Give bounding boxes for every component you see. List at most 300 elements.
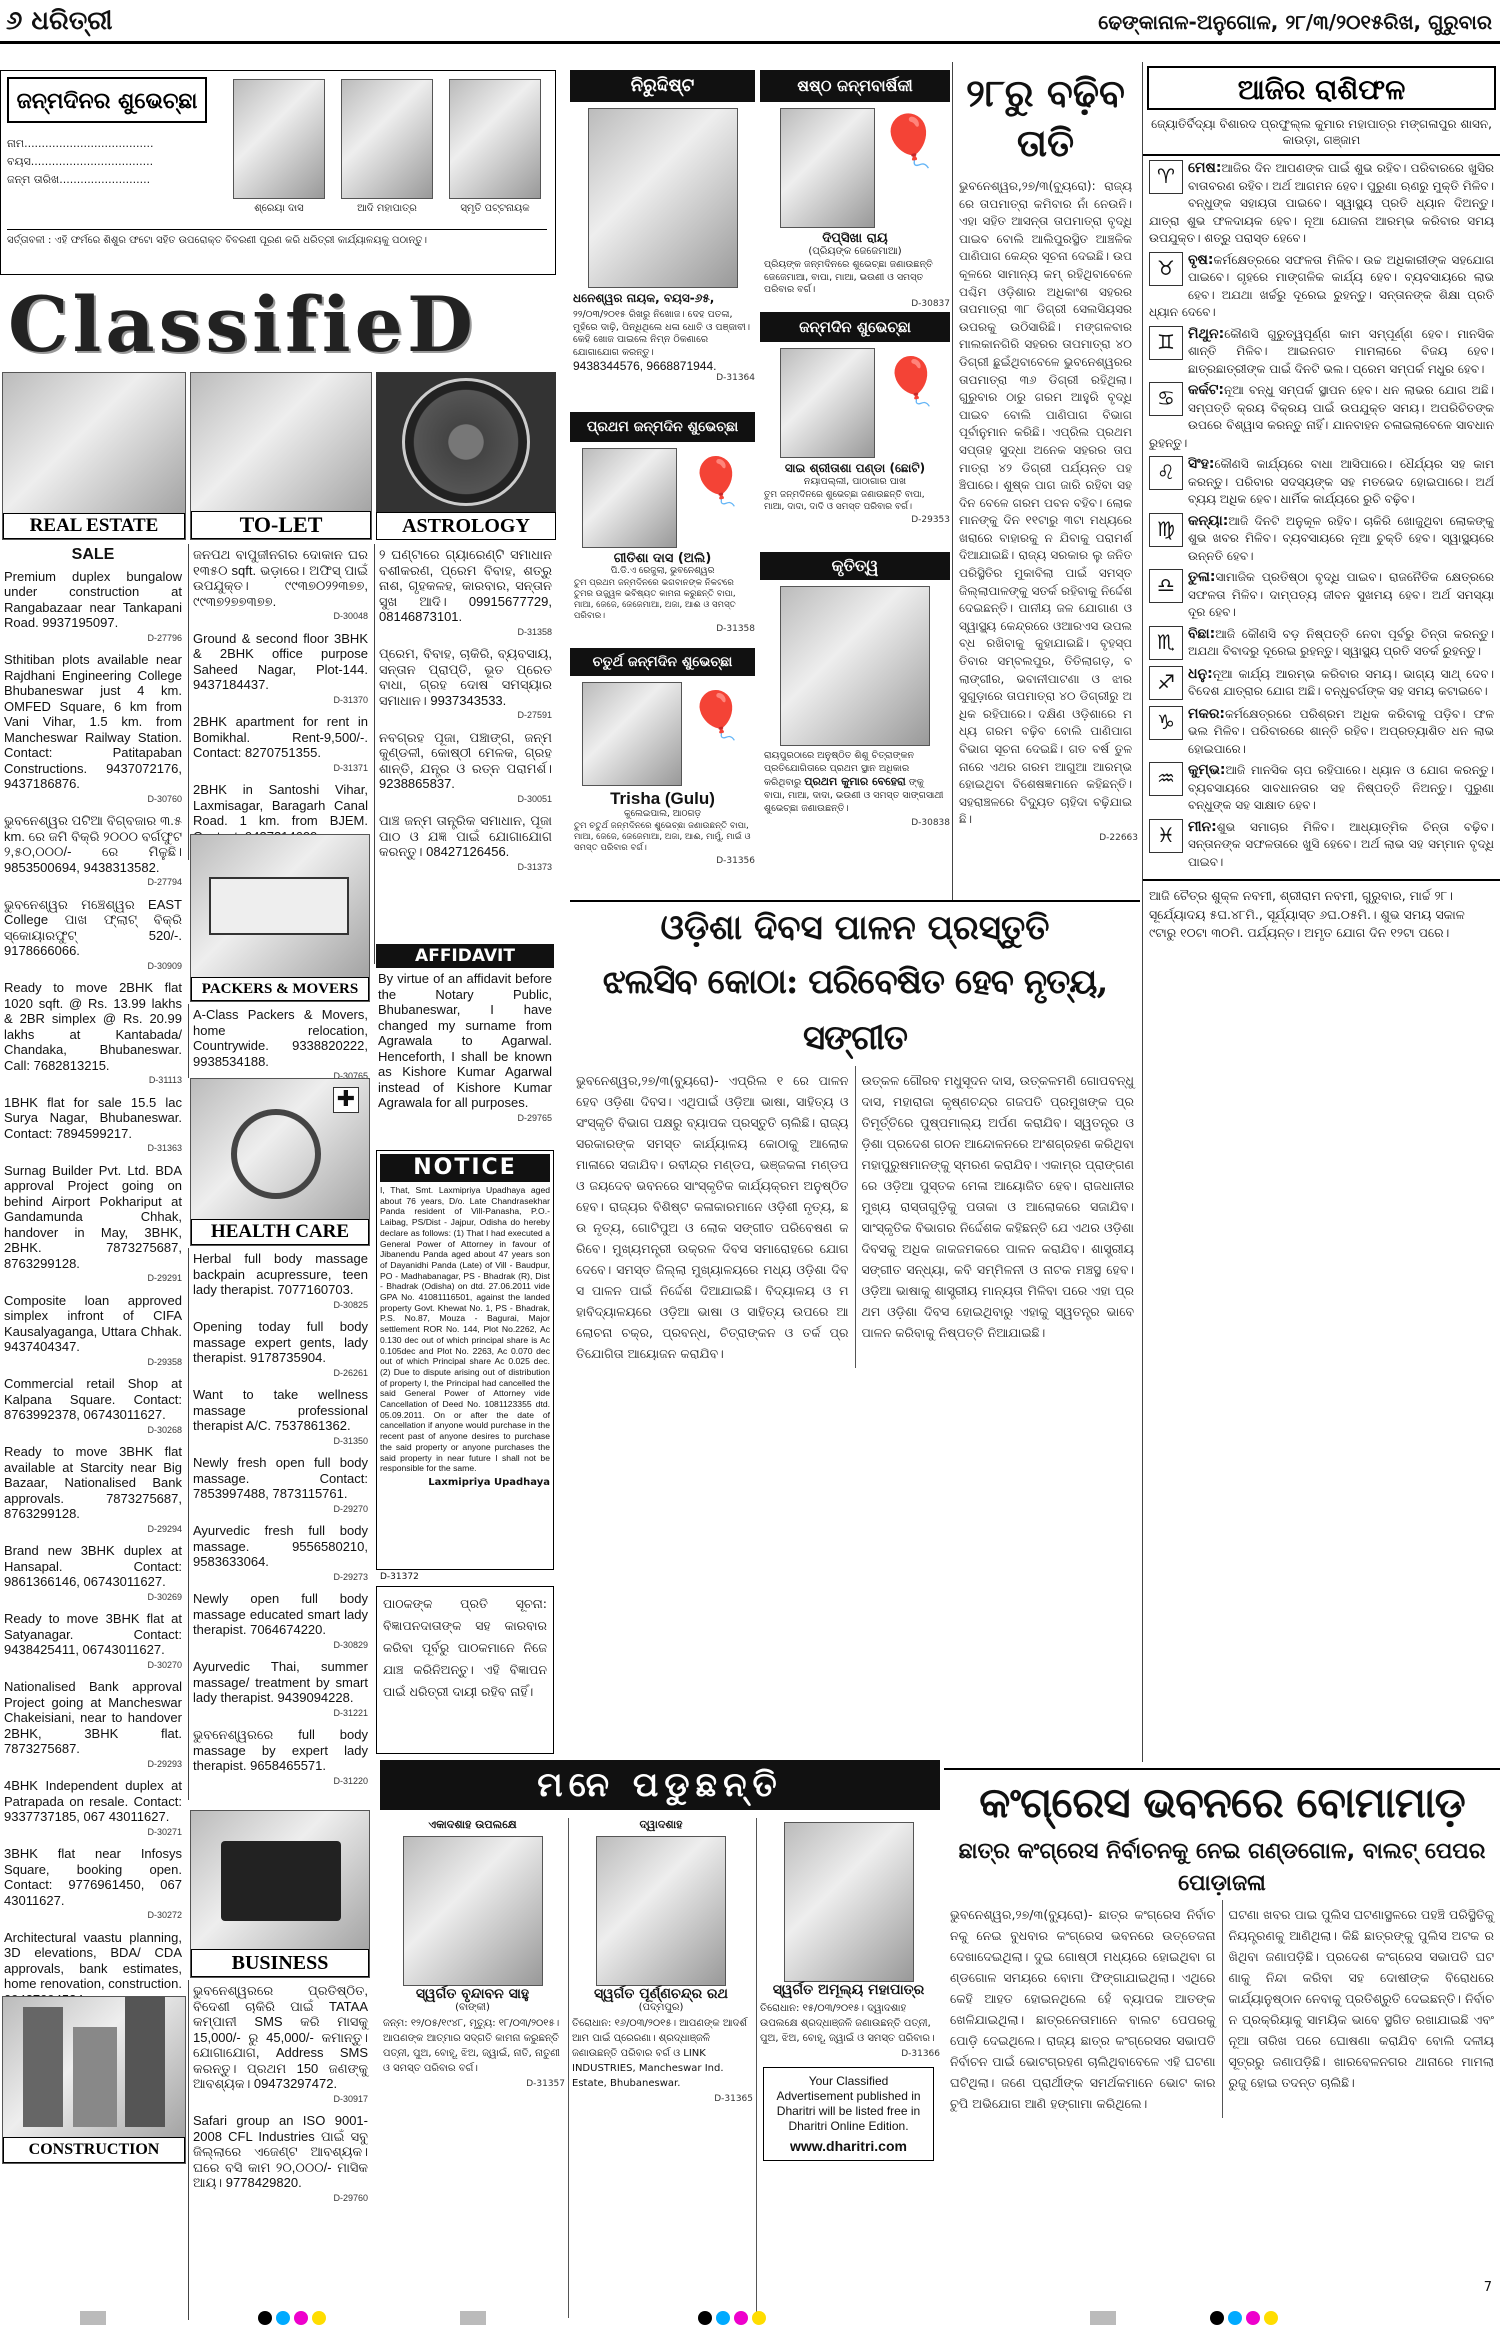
rashi-entry	[1149, 762, 1494, 815]
rashi-entry	[1149, 569, 1494, 622]
print-registration-strip	[0, 2304, 1500, 2331]
classified-ad-code: D-29358	[147, 1356, 182, 1367]
rashi-list	[1143, 156, 1500, 879]
rashi-name: ମୀନ:	[1188, 818, 1217, 835]
classified-ad	[4, 1543, 182, 1605]
online-promo-text: Your Classified Advertisement published in Dharitri will be listed free in Dharitri Online Edition.	[776, 2074, 921, 2133]
classified-ad-text: 2BHK apartment for rent in Bomikhal. Rent-9,500/-. Contact: 8270751355.	[193, 714, 368, 760]
buildings-icon	[23, 2007, 63, 2127]
missing-person-code: D-31364	[716, 373, 755, 383]
classified-ad-text: Herbal full body massage backpain acupressure, teen lady therapist. 7077160703.	[193, 1251, 368, 1297]
rashi-entry	[1149, 326, 1494, 379]
classified-ad-text: SALE	[71, 546, 115, 563]
remembrance-1-label: ଏକାଦଶାହ ଉପଲକ୍ଷେ	[428, 1818, 517, 1831]
janmadina-name: ସାଇ ଶ୍ରୀତାଶା ପଣ୍ଡା (ଛୋଟି)	[784, 461, 926, 475]
online-promo-box	[763, 2067, 934, 2161]
achievement-photo	[780, 586, 930, 746]
lead-story	[952, 62, 1138, 902]
remembrance-2-name: ସ୍ୱର୍ଗତ ପୂର୍ଣ୍ଣଚନ୍ଦ୍ର ରଥ	[593, 1986, 729, 2002]
classified-ad-text: Want to take wellness massage professional therapist A/C. 7537861362.	[193, 1387, 368, 1433]
affidavit-code: D-29765	[517, 1112, 552, 1123]
online-promo-url[interactable]: www.dharitri.com	[790, 2138, 907, 2154]
remembrance-3-code: D-31366	[901, 2049, 940, 2059]
rashi-entry	[1149, 706, 1494, 759]
odisha-divas-kicker: ଓଡ଼ିଶା ଦିବସ ପାଳନ ପ୍ରସ୍ତୁତି	[660, 908, 1050, 948]
remembrance-1-text: ଜନ୍ମ: ୧୨/୦୫/୧୯୪୮, ମୃତ୍ୟୁ: ୧୮/୦୩/୨୦୧୫। ଆପଣଙ୍କ ଆତ୍ମାର ସଦ୍‌ଗତି କାମନା କରୁଛନ୍ତି ପତ୍ନୀ, ପୁଅ, ବୋହୂ, ଝିଅ, ଜ୍ୱାଇଁ, ନାତି, ନାତୁଣୀ ଓ ସମସ୍ତ ପରିବାର ବର୍ଗ।	[383, 2018, 560, 2074]
first-birthday-photo	[582, 448, 677, 548]
classified-ad-text: ଭୁବନେଶ୍ୱର ପଟିଆ ବିଗ୍‌ବଜାର ୩.୫ km. ରେ ଜମି ବିକ୍ରି ୨୦୦୦ ବର୍ଗଫୁଟ ୨,୫୦,୦୦୦/- ରେ ମିଳୁଛି। 9853500694, 9438313582.	[4, 813, 182, 875]
classified-ad	[193, 1007, 368, 1078]
classified-ad	[193, 1455, 368, 1517]
classified-ad	[193, 1523, 368, 1585]
classified-ad-code: D-30760	[147, 793, 182, 804]
classified-ad-text: Brand new 3BHK duplex at Hansapal. Contact: 9861366146, 06743011627.	[4, 1543, 182, 1589]
odisha-divas-story	[570, 900, 1140, 1760]
rashi-text: କର୍ମକ୍ଷେତ୍ରରେ ପରିଶ୍ରମ ଅଧିକ କରିବାକୁ ପଡ଼ିବ। ଫଳ ଭଲ ମିଳିବ। ପରିବାରରେ ଶାନ୍ତି ରହିବ। ଅପ୍ରତ୍ୟାଶିତ ଧନ ଲାଭ ହୋଇପାରେ।	[1188, 706, 1494, 756]
achievement-wish: ଙ୍କୁ ବାପା, ମାଆ, ଦାଦା, ଭଉଣୀ ଓ ସମସ୍ତ ସାଙ୍ଗସାଥୀ ଶୁଭେଚ୍ଛା ଜଣାଉଛନ୍ତି।	[764, 777, 944, 814]
rashi-entry	[1149, 252, 1494, 322]
zodiac-sign-icon: ♍	[1149, 513, 1183, 547]
classified-ad	[379, 646, 552, 724]
classified-ad-text: ଭୁବନେଶ୍ୱରରେ ପ୍ରତିଷ୍ଠିତ, ବିଦେଶୀ ଚାକିରି ପାଇଁ TATAA କମ୍ପାନୀ SMS କରି ମାସକୁ 15,000/- ରୁ 45,000/- କମାନ୍ତୁ। ଯୋଗାଯୋଗ, Address SMS କରନ୍ତୁ। ପ୍ରଥମ 150 ଜଣଙ୍କୁ ଆବଶ୍ୟକ। 09473297472.	[193, 1983, 368, 2091]
remembrance-1	[380, 1818, 565, 2318]
classified-ad-text: Ground & second floor 3BHK & 2BHK office purpose Saheed Nagar, Plot-144. 9437184437.	[193, 630, 368, 692]
classified-ad-code: D-29293	[147, 1758, 182, 1769]
classified-ad-text: ପ୍ରେମ, ବିବାହ, ଚାକିରି, ବ୍ୟବସାୟ, ସନ୍ତାନ ପ୍ରାପ୍ତି, ଭୂତ ପ୍ରେତ ବାଧା, ଗ୍ରହ ଦୋଷ ସମସ୍ୟାର ସମାଧାନ। 9937343533.	[379, 646, 552, 708]
classified-ad-text: Ready to move 2BHK flat 1020 sqft. @ Rs. 13.99 lakhs & 2BR simplex @ Rs. 20.99 lakhs at Kantabada/ Chandaka, Bhubaneswar. Call: 7682813215.	[4, 980, 182, 1073]
rashi-name: ବିଛା:	[1188, 625, 1216, 642]
affidavit-title: AFFIDAVIT	[376, 944, 554, 968]
form-field-age: ବୟସ...................................	[7, 155, 154, 168]
rashi-entry	[1149, 513, 1494, 566]
classified-ad-code: D-27796	[147, 632, 182, 643]
odisha-divas-col2: ଉତ୍କଳ ଗୌରବ ମଧୁସୂଦନ ଦାସ, ଉତ୍କଳମଣି ଗୋପବନ୍ଧୁ ଦାସ, ମହାରାଜା କୃଷ୍ଣଚନ୍ଦ୍ର ଗଜପତି ପ୍ରମୁଖଙ୍କ ପ୍ରତିମୂର୍ତ୍ତିରେ ପୁଷ୍ପମାଲ୍ୟ ଅର୍ପଣ କରାଯିବ। ସ୍ୱତନ୍ତ୍ର ଓଡ଼ିଶା ପ୍ରଦେଶ ଗଠନ ଆନ୍ଦୋଳନରେ ଅଂଶଗ୍ରହଣ କରିଥିବା ମହାପୁରୁଷମାନଙ୍କୁ ସ୍ମରଣ କରାଯିବ। ଏକାମ୍ର ପ୍ରାଙ୍ଗଣରେ ଓଡ଼ିଆ ପୁସ୍ତକ ମେଳା ଆୟୋଜିତ ହେବ। ରାଜଧାନୀର ମୁଖ୍ୟ ରାସ୍ତାଗୁଡ଼ିକୁ ପତାକା ଓ ଆଲୋକରେ ସଜାଯିବ। ସାଂସ୍କୃତିକ ବିଭାଗର ନିର୍ଦ୍ଦେଶକ କହିଛନ୍ତି ଯେ ଏଥର ଓଡ଼ିଶା ଦିବସକୁ ଅଧିକ ଜାକଜମକରେ ପାଳନ କରାଯିବ। ଶାସ୍ତ୍ରୀୟ ସଙ୍ଗୀତ ସନ୍ଧ୍ୟା, କବି ସମ୍ମିଳନୀ ଓ ନାଟକ ମଞ୍ଚସ୍ଥ ହେବ। ଓଡ଼ିଆ ଭାଷାକୁ ଶାସ୍ତ୍ରୀୟ ମାନ୍ୟତା ମିଳିବା ପରେ ଏହା ପ୍ରଥମ ଓଡ଼ିଶା ଦିବସ ହୋଇଥିବାରୁ ଏହାକୁ ସ୍ୱତନ୍ତ୍ର ଭାବେ ପାଳନ କରିବାକୁ ନିଷ୍ପତ୍ତି ନିଆଯାଇଛି।	[861, 1073, 1134, 1340]
classified-ad	[4, 1611, 182, 1673]
sixth-birthday-photo	[780, 108, 875, 228]
form-field-name: ନାମ.....................................	[7, 137, 154, 150]
rashi-text: କର୍ମକ୍ଷେତ୍ରରେ ସଫଳତା ମିଳିବ। ଉଚ୍ଚ ଅଧିକାରୀଙ୍କ ସହଯୋଗ ପାଇବେ। ଗୃହରେ ମାଙ୍ଗଳିକ କାର୍ଯ୍ୟ ହେବ। ବ୍ୟବସାୟରେ ଲାଭ ହେବ। ଅଯଥା ଖର୍ଚ୍ଚରୁ ଦୂରେଇ ରୁହନ୍ତୁ। ସନ୍ତାନଙ୍କ ଶିକ୍ଷା ପ୍ରତି ଧ୍ୟାନ ଦେବେ।	[1149, 252, 1494, 319]
classified-ad-code: D-29270	[333, 1503, 368, 1514]
first-birthday-name: ଗୀତିଶା ଦାସ (ଅଲି)	[613, 551, 712, 566]
classified-ad-text: Safari group an ISO 9001-2008 CFL Industries ପାଇଁ ସବୁ ଜିଲ୍ଲାରେ ଏଜେଣ୍ଟ ଆବଶ୍ୟକ। ଘରେ ବସି କାମ ୨୦,୦୦୦/- ମାସିକ ଆୟ। 9778429820.	[193, 2113, 368, 2190]
sixth-birthday-title: ଷଷ୍ଠ ଜନ୍ମବାର୍ଷିକୀ	[760, 70, 950, 102]
classified-ad-text: 3BHK flat near Infosys Square, booking open. Contact: 9776961450, 067 43011627.	[4, 1846, 182, 1908]
classified-ad-code: D-31221	[333, 1707, 368, 1718]
remembrance-2-label: ଦ୍ୱାଦଶାହ	[639, 1818, 683, 1831]
page-number: 7	[1483, 2280, 1492, 2295]
classified-ad-code: D-27794	[147, 877, 182, 887]
congress-body	[944, 1900, 1500, 2118]
fourth-birthday-title: ଚତୁର୍ଥ ଜନ୍ମଦିନ ଶୁଭେଚ୍ଛା	[570, 648, 755, 676]
rashi-name: ସିଂହ:	[1188, 456, 1215, 472]
classified-ad-text: ଭୁବନେଶ୍ୱର ମଞ୍ଚେଶ୍ୱର EAST College ପାଖ ଫ୍ଲାଟ୍ ବିକ୍ରି ସ୍କୋୟାରଫୁଟ୍ 520/-. 9178666066.	[4, 896, 182, 958]
achievement-name: ପ୍ରଥମ କୁମାର ବେହେରା	[804, 775, 906, 788]
sixth-birthday-nick: (ପ୍ରିୟଙ୍କ ଜେଜେମାଆ)	[808, 246, 902, 257]
classified-ad	[193, 1727, 368, 1789]
missing-person-phones: 9438344576, 9668871944.	[573, 359, 717, 373]
kid-name-2: ଆଦି ମହାପାତ୍ର	[357, 203, 417, 214]
classified-ad	[379, 730, 552, 808]
rashi-text: ଶୁଭ ସମାଚାର ମିଳିବ। ଆଧ୍ୟାତ୍ମିକ ଚିନ୍ତା ବଢ଼ିବ। ସନ୍ତାନଙ୍କ ସଫଳତାରେ ଖୁସି ହେବେ। ଅର୍ଥ ଲାଭ ସହ ସମ୍ମାନ ବୃଦ୍ଧି ପାଇବ।	[1188, 819, 1494, 869]
missing-person-text: ୨୨/୦୩/୨୦୧୫ ରିଖରୁ ନିଖୋଜ। ଦେହ ପତଳା, ମୁହଁରେ ଦାଢ଼ି, ପିନ୍ଧିଥିଲେ ଧଳା ଧୋତି ଓ ପଞ୍ଜାବୀ। କେହି ଖୋଜ ପାଇଲେ ନିମ୍ନ ଠିକଣାରେ ଯୋଗାଯୋଗ କରନ୍ତୁ।	[573, 309, 750, 358]
to-let-label: TO-LET	[191, 511, 371, 539]
janmadina-photo	[780, 348, 875, 458]
first-birthday-code: D-31358	[716, 624, 755, 634]
buildings-icon-3	[125, 1997, 165, 2127]
classified-ad-text: ୨ ଘଣ୍ଟାରେ ଗ୍ୟାରେଣ୍ଟି ସମାଧାନ ବଶୀକରଣ, ପ୍ରେମ ବିବାହ, ଶତ୍ରୁ ନାଶ, ଗୃହକଳହ, କାରବାର, ସନ୍ତାନ ସୁଖ ଆଦି। 09915677729, 08146873101.	[379, 547, 552, 624]
classified-ad-text: ଜନପଥ ବାପୁଜୀନଗର ଦୋକାନ ଘର ୧୩୫୦ sqft. ଭଡ଼ାରେ। ଅଫିସ୍ ପାଇଁ ଉପଯୁକ୍ତ। ୯୯୩୭୦୨୨୩୭୭, ୯୯୩୭୨୭୭୩୭୭.	[193, 547, 368, 609]
affidavit-text	[376, 968, 554, 1129]
kid-name-3: ସ୍ମୃତି ପଟ୍ଟନାୟକ	[460, 203, 530, 214]
truck-icon	[209, 877, 349, 935]
affidavit-body: By virtue of an affidavit before the Notary Public, Bhubaneswar, I have changed my surname from Agrawala to Agarwal. Henceforth, I shall be known as Kishore Kumar Agarwal instead of Kishore Kumar Agrawala for all purposes.	[378, 971, 552, 1110]
zodiac-sign-icon: ♈	[1149, 160, 1183, 194]
achievement-intro: ରାୟପୁରଠାରେ ଅନୁଷ୍ଠିତ ଶିଶୁ ଚିତ୍ରାଙ୍କନ ପ୍ରତିଯୋଗିତାରେ ପ୍ରଥମ ସ୍ଥାନ ଅଧିକାର କରିଥିବାରୁ	[764, 750, 915, 788]
classified-ad	[193, 714, 368, 776]
classified-ad	[4, 1444, 182, 1537]
lead-story-code: D-22663	[1099, 832, 1138, 843]
classified-ad	[4, 1095, 182, 1157]
briefcase-icon	[221, 1841, 341, 1921]
classified-ad-code: D-31371	[333, 762, 368, 773]
rashiphala-footer: ଆଜି ଚୈତ୍ର ଶୁକ୍ଳ ନବମୀ, ଶ୍ରୀରାମ ନବମୀ, ଗୁରୁବାର, ମାର୍ଚ୍ଚ ୨୮। ସୂର୍ଯ୍ୟୋଦୟ ୫ଘ.୪୮ମି., ସୂର୍ଯ୍ୟାସ୍ତ ୬ଘ.୦୫ମି.। ଶୁଭ ସମୟ ସକାଳ ୯ଟାରୁ ୧୦ଟା ୩୦ମି. ପର୍ଯ୍ୟନ୍ତ। ଅମୃତ ଯୋଗ ଦିନ ୧୨ଟା ପରେ।	[1143, 879, 1500, 949]
classified-ad-text: 2BHK in Santoshi Vihar, Laxmisagar, Baragarh Canal Road. 1 km. from BJEM.	[193, 782, 368, 828]
stethoscope-icon	[231, 1109, 321, 1199]
classified-ad	[193, 1387, 368, 1449]
health-care-column	[188, 1248, 372, 1800]
classified-ad	[193, 1319, 368, 1381]
remembrance-2	[568, 1818, 753, 2318]
health-care-label: HEALTH CARE	[191, 1219, 369, 1245]
real-estate-label: REAL ESTATE	[3, 513, 185, 539]
balloons-icon-3: 🎈	[687, 454, 745, 508]
classified-ad-text: ପାଞ୍ଚ ଜନ୍ମ ତାନ୍ତ୍ରିକ ସମାଧାନ, ପୂଜା ପାଠ ଓ ଯଜ୍ଞ ପାଇଁ ଯୋଗାଯୋଗ କରନ୍ତୁ। 08427126456.	[379, 813, 552, 859]
packers-movers-image	[190, 834, 370, 1002]
remembrance-3	[756, 1818, 940, 2318]
classified-ad	[4, 1846, 182, 1924]
rashi-entry	[1149, 456, 1494, 509]
sixth-birthday-name: ଦିପ୍ସିଖା ରାୟ	[822, 231, 888, 246]
classified-ad	[193, 631, 368, 709]
fourth-birthday-photo	[582, 682, 682, 786]
zodiac-sign-icon: ♌	[1149, 456, 1183, 490]
rashi-text: କୌଣସି କାର୍ଯ୍ୟରେ ବାଧା ଆସିପାରେ। ଧୈର୍ଯ୍ୟର ସହ କାମ କରନ୍ତୁ। ପରିବାର ସଦସ୍ୟଙ୍କ ସହ ମତଭେଦ ହୋଇପାରେ। ଅର୍ଥ ବ୍ୟୟ ଅଧିକ ହେବ। ଧାର୍ମିକ କାର୍ଯ୍ୟରେ ରୁଚି ବଢ଼ିବ।	[1188, 457, 1494, 506]
remembrance-box	[380, 1760, 940, 2320]
classified-ad-code: D-27591	[517, 710, 552, 720]
classified-ad-code: D-30917	[333, 2093, 368, 2104]
rashi-name: ତୁଳା:	[1188, 569, 1216, 585]
classified-ad-text: Sthitiban plots available near Rajdhani Engineering College Bhubaneswar just 4 km. OMFED Square, 6 km from Vani Vihar, 1.5 km. from Mancheswar Railway Station. Contact: Patitapaban Constructions. 9437072176, 9437186876.	[4, 652, 182, 791]
janmadina-box	[760, 312, 950, 552]
janmadina-place: ନୟାପଲ୍ଲୀ, ପାଠାଗାର ପାଖ	[803, 476, 907, 487]
janmadina-code: D-29353	[911, 515, 950, 525]
classified-ad-code: D-31373	[517, 861, 552, 872]
classified-ad-text: Ready to move 3BHK flat available at Starcity near Big Bazaar, Nationalised Bank approvals. 7873275687, 8763299128.	[4, 1444, 182, 1521]
odisha-divas-col1: ଭୁବନେଶ୍ୱର,୨୭/୩(ବ୍ୟୁରୋ)- ଏପ୍ରିଲ ୧ ରେ ପାଳନ ହେବ ଓଡ଼ିଶା ଦିବସ। ଏଥିପାଇଁ ଓଡ଼ିଆ ଭାଷା, ସାହିତ୍ୟ ଓ ସଂସ୍କୃତି ବିଭାଗ ପକ୍ଷରୁ ବ୍ୟାପକ ପ୍ରସ୍ତୁତି ଚାଲିଛି। ରାଜ୍ୟ ସରକାରଙ୍କ ସମସ୍ତ କାର୍ଯ୍ୟାଳୟ କୋଠାକୁ ଆଲୋକ ମାଳାରେ ସଜାଯିବ। ରବୀନ୍ଦ୍ର ମଣ୍ଡପ, ଭଞ୍ଜକଳା ମଣ୍ଡପ ଓ ଜୟଦେବ ଭବନରେ ସାଂସ୍କୃତିକ କାର୍ଯ୍ୟକ୍ରମ ଅନୁଷ୍ଠିତ ହେବ। ରାଜ୍ୟର ବିଶିଷ୍ଟ କଳାକାରମାନେ ଓଡ଼ିଶୀ ନୃତ୍ୟ, ଛଉ ନୃତ୍ୟ, ଗୋଟିପୁଅ ଓ ଲୋକ ସଙ୍ଗୀତ ପରିବେଷଣ କରିବେ। ମୁଖ୍ୟମନ୍ତ୍ରୀ ଉକ୍ରଳ ଦିବସ ସମାରୋହରେ ଯୋଗ ଦେବେ। ସମସ୍ତ ଜିଲ୍ଲା ମୁଖ୍ୟାଳୟରେ ମଧ୍ୟ ଓଡ଼ିଶା ଦିବସ ପାଳନ ପାଇଁ ନିର୍ଦ୍ଦେଶ ଦିଆଯାଇଛି। ବିଦ୍ୟାଳୟ ଓ ମହାବିଦ୍ୟାଳୟରେ ଓଡ଼ିଆ ଭାଷା ଓ ସାହିତ୍ୟ ଉପରେ ଆଲୋଚନା ଚକ୍ର, ପ୍ରବନ୍ଧ, ଚିତ୍ରାଙ୍କନ ଓ ତର୍କ ପ୍ରତିଯୋଗିତା ଆୟୋଜନ କରାଯିବ।	[570, 1066, 856, 1368]
rashi-entry	[1149, 666, 1494, 702]
classified-ad-code: D-31220	[333, 1775, 368, 1786]
construction-label: CONSTRUCTION	[3, 2137, 185, 2163]
notice-code: D-31372	[380, 1572, 419, 1582]
sixth-birthday-text: ପ୍ରିୟଙ୍କ ଜନ୍ମଦିନରେ ଶୁଭେଚ୍ଛା ଜଣାଉଛନ୍ତି ଜେଜେମାଆ, ବାପା, ମାଆ, ଭଉଣୀ ଓ ସମସ୍ତ ପରିବାର ବର୍ଗ।	[764, 259, 933, 295]
rashi-name: ଧନୁ:	[1188, 665, 1213, 682]
classified-ad-code: D-30271	[147, 1826, 182, 1837]
classified-ad-code: D-31350	[333, 1435, 368, 1446]
classified-ad-text: 4BHK Independent duplex at Patrapada on resale. Contact: 9337737185, 067 43011627.	[4, 1778, 182, 1824]
missing-person-photo	[588, 108, 738, 288]
zodiac-sign-icon: ♋	[1149, 382, 1183, 416]
classified-title	[0, 282, 556, 367]
classified-ad-text: Newly fresh open full body massage. Contact: 7853997488, 7873115761.	[193, 1455, 368, 1501]
classified-ad	[4, 1293, 182, 1371]
rashi-name: ମକର:	[1188, 705, 1226, 722]
to-let-column	[188, 544, 372, 860]
page-header	[0, 0, 1500, 44]
fourth-birthday-text: ତୁମ ଚତୁର୍ଥ ଜନ୍ମଦିନରେ ଶୁଭେଚ୍ଛା ଜଣାଉଛନ୍ତି ବାପା, ମାଆ, ଜେଜେ, ଜେଜେମାଆ, ଅଜା, ଆଈ, ମାମୁଁ, ମାଇଁ ଓ ସମସ୍ତ ପରିବାର ବର୍ଗ।	[574, 821, 751, 853]
remembrance-2-code: D-31365	[714, 2094, 753, 2104]
kid-name-1: ଶ୍ରେୟା ଦାସ	[254, 203, 304, 214]
business-image	[190, 1810, 370, 1978]
achievement-text	[760, 746, 950, 818]
classified-ad	[4, 1778, 182, 1840]
classified-ad-text: Ayurvedic Thai, summer massage/ treatment by smart lady therapist. 9439094228.	[193, 1659, 368, 1705]
notice-body: I, That, Smt. Laxmipriya Upadhaya aged about 76 years, D/o. Late Chandrasekhar Panda resident of Vill-Panasha, P.O.- Laibag, PS/Dist - Jajpur, Odisha do hereby declare as follows: (1) That I had executed a General Power of Attorney in favour of Jibanendu Panda aged about 47 years son of Dayanidhi Panda (Late) of Vill - Baudpur, PO - Madhabanagar, PS - Bhadrak (R), Dist - Bhadrak (Odisha) on dtd. 27.06.2011 vide GPA No. 41081116501, against the landed property Govt. Khewat No. 1, PS - Bhadrak, P.S. No.87, Mouza - Bagurai, Major settlement ROR No. 144, Plot No.2262, Ac 0.130 dec out of which principal share is Ac 0.105dec and Plot No. 2263, Ac 0.070 dec out of which Principal share Ac 0.025 dec. (2) Due to dispute arising out of distribution of property I, the Principal had cancelled the said General Power of Attorney vide Cancellation of Deed No. 1081123355 dtd. 05.09.2011. On or after the date of cancellation if anyone would purchase in the recent past of anyone desires to purchase the said property or anyone purchases the said property in near future I shall not be responsible for the same.	[380, 1185, 550, 1474]
to-let-image	[190, 372, 372, 540]
classified-ad-code: D-30829	[333, 1639, 368, 1650]
birthday-form-fields	[7, 135, 207, 189]
rashi-name: ମେଷ:	[1188, 160, 1222, 176]
rashiphala-box	[1142, 62, 1500, 1762]
birthday-form-box	[0, 70, 556, 275]
classified-ad-code: D-29294	[147, 1523, 182, 1534]
rashi-text: ଆଜି କୌଣସି ବଡ଼ ନିଷ୍ପତ୍ତି ନେବା ପୂର୍ବରୁ ଚିନ୍ତା କରନ୍ତୁ। ଅଯଥା ବିବାଦରୁ ଦୂରେଇ ରୁହନ୍ତୁ। ସ୍ୱାସ୍ଥ୍ୟ ପ୍ରତି ସତର୍କ ରୁହନ୍ତୁ।	[1188, 626, 1494, 658]
zodiac-sign-icon: ♑	[1149, 706, 1183, 740]
classified-ad-text: Commercial retail Shop at Kalpana Square. Contact: 8763992378, 06743011627.	[4, 1376, 182, 1422]
business-label: BUSINESS	[191, 1949, 369, 1977]
first-birthday-box	[570, 412, 755, 644]
rashi-text: ସାମାଜିକ ପ୍ରତିଷ୍ଠା ବୃଦ୍ଧି ପାଇବ। ରାଜନୈତିକ କ୍ଷେତ୍ରରେ ସଫଳତା ମିଳିବ। ଦାମ୍ପତ୍ୟ ଜୀବନ ସୁଖମୟ ହେବ। ଅର୍ଥ ସମସ୍ୟା ଦୂର ହେବ।	[1188, 570, 1494, 619]
rashi-name: କୁମ୍ଭ:	[1188, 762, 1226, 778]
classified-ad-text: Opening today full body massage expert gents, lady therapist. 9178735904.	[193, 1319, 368, 1365]
classified-ad-code: D-26261	[333, 1367, 368, 1378]
rashi-text: ଆଜି ଦିନଟି ଅନୁକୂଳ ରହିବ। ଚାକିରି ଖୋଜୁଥିବା ଲୋକଙ୍କୁ ଶୁଭ ଖବର ମିଳିବ। ବ୍ୟବସାୟରେ ନୂଆ ଚୁକ୍ତି ହେବ। ସ୍ୱାସ୍ଥ୍ୟରେ ଉନ୍ନତି ହେବ।	[1188, 513, 1494, 563]
congress-headline: କଂଗ୍ରେସ ଭବନରେ ବୋମାମାଡ଼	[979, 1778, 1465, 1827]
fourth-birthday-name: Trisha (Gulu)	[610, 789, 715, 808]
remembrance-1-place: (ବାଙ୍କୀ)	[455, 2002, 490, 2013]
zodiac-sign-icon: ♓	[1149, 819, 1183, 853]
rashi-text: ଆଜିର ଦିନ ଆପଣଙ୍କ ପାଇଁ ଶୁଭ ରହିବ। ପରିବାରରେ ଖୁସିର ବାତାବରଣ ରହିବ। ଅର୍ଥ ଆଗମନ ହେବ। ପୁରୁଣା ଋଣରୁ ମୁକ୍ତି ମିଳିବ। ବନ୍ଧୁଙ୍କ ସହାୟତା ପାଇବେ। ସ୍ୱାସ୍ଥ୍ୟ ପ୍ରତି ଧ୍ୟାନ ଦିଅନ୍ତୁ। ଯାତ୍ରା ଶୁଭ ଫଳଦାୟକ ହେବ। ନୂଆ ଯୋଜନା ଆରମ୍ଭ କରିବାର ସମୟ ଉପଯୁକ୍ତ। ଶତ୍ରୁ ପରାସ୍ତ ହେବେ।	[1149, 161, 1494, 245]
packers-column	[188, 1004, 372, 1078]
classified-ad	[4, 652, 182, 807]
birthday-form-note: ସର୍ତ୍ତାବଳୀ : ଏହି ଫର୍ମରେ ଶିଶୁର ଫଟୋ ସହିତ ଉପରୋକ୍ତ ବିବରଣୀ ପୂରଣ କରି ଧରିତ୍ରୀ କାର୍ଯ୍ୟାଳୟକୁ ପଠାନ୍ତୁ।	[7, 229, 547, 248]
rashiphala-astrologer: ଜ୍ୟୋତିର୍ବିଦ୍ୟା ବିଶାରଦ ପ୍ରଫୁଲ୍ଲ କୁମାର ମହାପାତ୍ର ମଙ୍ଗଳାପୁର ଶାସନ, କାଉଡ଼ା, ଗଞ୍ଜାମ	[1143, 114, 1500, 156]
zodiac-sign-icon: ♒	[1149, 762, 1183, 796]
buildings-icon-2	[73, 2027, 117, 2127]
medical-cross-icon: ✚	[333, 1087, 359, 1113]
balloons-icon: 🎈	[877, 112, 940, 170]
achievement-box	[760, 552, 950, 882]
page-number-masthead: ୬ ଧରିତ୍ରୀ	[6, 6, 113, 36]
construction-image	[2, 1996, 186, 2164]
edition-date: ଢେଙ୍କାନାଳ-ଅନୁଗୋଳ, ୨୮/୩/୨୦୧୫ରିଖ, ଗୁରୁବାର	[1098, 10, 1492, 34]
rashi-entry	[1149, 819, 1494, 872]
missing-person-name: ଧନେଶ୍ୱର ନାୟକ, ବୟସ-୬୫,	[573, 291, 715, 305]
remembrance-2-text: ତିରୋଧାନ: ୧୬/୦୩/୨୦୧୫। ଆପଣଙ୍କ ଆଦର୍ଶ ଆମ ପାଇଁ ପ୍ରେରଣା। ଶ୍ରଦ୍ଧାଞ୍ଜଳି ଜଣାଉଛନ୍ତି ପରିବାର ବର୍ଗ ଓ LINK INDUSTRIES, Mancheswar Ind. Estate, Bhubaneswar.	[572, 2018, 747, 2089]
zodiac-sign-icon: ♉	[1149, 252, 1183, 286]
remembrance-2-place: (ପଦ୍ମପୁର)	[638, 2002, 684, 2013]
janmadina-text: ତୁମ ଜନ୍ମଦିନରେ ଶୁଭେଚ୍ଛା ଜଣାଉଛନ୍ତି ବାପା, ମାଆ, ଦାଦା, ଦାଦି ଓ ସମସ୍ତ ପରିବାର ବର୍ଗ।	[764, 490, 925, 512]
remembrance-1-name: ସ୍ୱର୍ଗତ ବୃନ୍ଦାବନ ସାହୁ	[415, 1986, 530, 2002]
real-estate-image	[2, 372, 186, 540]
classified-ad-code: D-31113	[148, 1075, 182, 1085]
classified-ad-text: 1BHK flat for sale 15.5 lac Surya Nagar, Bhubaneswar. Contact: 7894599217.	[4, 1094, 182, 1141]
astrology-image	[376, 372, 556, 540]
zodiac-sign-icon: ♎	[1149, 569, 1183, 603]
classified-ad-text: Premium duplex bungalow under construction at Rangabazaar near Tankapani Road. 9937195097.	[4, 568, 182, 630]
classified-ad	[193, 1983, 368, 2107]
classified-ad-text: Ayurvedic fresh full body massage. 9556580210, 9583633064.	[193, 1523, 368, 1569]
first-birthday-title: ପ୍ରଥମ ଜନ୍ମଦିନ ଶୁଭେଚ୍ଛା	[570, 412, 755, 442]
remembrance-2-photo	[596, 1836, 726, 1986]
classified-ad-text: Surnag Builder Pvt. Ltd. BDA approval Project going on behind Airport Pokhariput at Gandamunda Chhak, handover in May, 3BHK, 2BHK. 7873275687, 8763299128.	[4, 1162, 182, 1271]
achievement-code: D-30838	[911, 818, 950, 828]
form-field-dob: ଜନ୍ମ ତାରିଖ..........................	[7, 173, 151, 186]
classified-ad-code: D-31370	[333, 694, 368, 705]
birthday-form-title: ଜନ୍ମଦିନର ଶୁଭେଚ୍ଛା	[7, 77, 207, 123]
lead-story-text: ଭୁବନେଶ୍ୱର,୨୭/୩(ବ୍ୟୁରୋ): ରାଜ୍ୟରେ ତାପମାତ୍ରା କମିବାର ନାଁ ନେଉନି। ଏହା ସହିତ ଆସନ୍ତା ତାପମାତ୍ରା ବୃଦ୍ଧି ପାଇବ ବୋଲି ଆଲିପୁରସ୍ଥିତ ଆଞ୍ଚଳିକ ପାଣିପାଗ କେନ୍ଦ୍ର ସୂଚନା ଦେଇଛି। ଉପକୂଳରେ ସାମାନ୍ୟ କମ୍ ରହିଥିବାବେଳେ ପଶ୍ଚିମ ଓଡ଼ିଶାର ଅଧିକାଂଶ ସହରର ତାପମାତ୍ରା ୩୮ ଡିଗ୍ରୀ ସେଲସିୟସର ଉପରକୁ ଉଠିସାରିଛି। ମଙ୍ଗଳବାର ମାଲକାନଗିରି ସହରର ତାପମାତ୍ରା ୪୦ ଡିଗ୍ରୀ ଛୁଇଁଥିବାବେଳେ ଭୁବନେଶ୍ୱରର ତାପମାତ୍ରା ୩୬ ଡିଗ୍ରୀ ରହିଥିଲା। ଗୁରୁବାର ଠାରୁ ଗରମ ଆହୁରି ବୃଦ୍ଧି ପାଇବ ବୋଲି ପାଣିପାଗ ବିଭାଗ ପୂର୍ବାନୁମାନ କରିଛି। ଏପ୍ରିଲ ପ୍ରଥମ ସପ୍ତାହ ସୁଦ୍ଧା ଅନେକ ସହରର ତାପମାତ୍ରା ୪୨ ଡିଗ୍ରୀ ପର୍ଯ୍ୟନ୍ତ ପହଞ୍ଚିପାରେ। ଶୁଷ୍କ ପାଗ ଜାରି ରହିବା ସହ ଦିନ ବେଳେ ଗରମ ପବନ ବହିବ। ଲୋକମାନଙ୍କୁ ଦିନ ୧୧ଟାରୁ ୩ଟା ମଧ୍ୟରେ ଖରାରେ ବାହାରକୁ ନ ଯିବାକୁ ପରାମର୍ଶ ଦିଆଯାଇଛି। ରାଜ୍ୟ ସରକାର ଲୁ ଜନିତ ପରିସ୍ଥିତିର ମୁକାବିଲା ପାଇଁ ସମସ୍ତ ଜିଲ୍ଲାପାଳଙ୍କୁ ସତର୍କ ରହିବାକୁ ନିର୍ଦ୍ଦେଶ ଦେଇଛନ୍ତି। ପାନୀୟ ଜଳ ଯୋଗାଣ ଓ ସ୍ୱାସ୍ଥ୍ୟ କେନ୍ଦ୍ରରେ ଓଆରଏସ ଉପଲବ୍ଧ ରଖିବାକୁ କୁହାଯାଇଛି। ବୃହସ୍ପତିବାର ସମ୍ବଲପୁର, ତିତିଲାଗଡ଼, ବଲାଙ୍ଗୀର, ଭବାନୀପାଟଣା ଓ ଝାରସୁଗୁଡ଼ାରେ ତାପମାତ୍ରା ୪୦ ଡିଗ୍ରୀରୁ ଅଧିକ ରହିପାରେ। ଦକ୍ଷିଣ ଓଡ଼ିଶାରେ ମଧ୍ୟ ଗରମ ବଢ଼ିବ ବୋଲି ପାଣିପାଗ ବିଭାଗ ସୂଚନା ଦେଇଛି। ଗତ ବର୍ଷ ତୁଳନାରେ ଏଥର ଗରମ ଆଗୁଆ ଆରମ୍ଭ ହୋଇଥିବା ବିଶେଷଜ୍ଞମାନେ କହିଛନ୍ତି। ସହରାଞ୍ଚଳରେ ବିଦ୍ୟୁତ ଚାହିଦା ବଢ଼ିଯାଇଛି।	[959, 179, 1132, 827]
balloons-icon-4: 🎈	[687, 688, 745, 742]
classified-ad-code: D-29273	[333, 1571, 368, 1582]
classified-ad	[4, 569, 182, 647]
fourth-birthday-box	[570, 648, 755, 888]
rashi-name: କନ୍ୟା:	[1188, 512, 1229, 529]
classified-ad	[193, 1251, 368, 1313]
rashi-text: ଆଜି ମାନସିକ ଚାପ ରହିପାରେ। ଧ୍ୟାନ ଓ ଯୋଗ କରନ୍ତୁ। ବ୍ୟବସାୟରେ ସାବଧାନତାର ସହ ନିଷ୍ପତ୍ତି ନିଅନ୍ତୁ। ପୁରୁଣା ବନ୍ଧୁଙ୍କ ସହ ସାକ୍ଷାତ ହେବ।	[1188, 763, 1494, 812]
kid-photo-3	[449, 79, 541, 199]
classified-ad-code: D-30825	[333, 1299, 368, 1310]
remembrance-3-name: ସ୍ୱର୍ଗତ ଅମୂଲ୍ୟ ମହାପାତ୍ର	[772, 1982, 925, 1998]
classified-ad	[4, 1679, 182, 1772]
classified-ad	[4, 980, 182, 1089]
astrology-label: ASTROLOGY	[376, 512, 556, 540]
classified-logo-text: ClassifieD	[8, 282, 477, 367]
zodiac-sign-icon: ♏	[1149, 626, 1183, 660]
lead-story-headline: ୨୮ରୁ ବଢ଼ିବ ତାତି	[966, 71, 1125, 165]
remembrance-3-text: ତିରୋଧାନ: ୧୫/୦୩/୨୦୧୫। ଦ୍ୱାଦଶାହ ଉପଲକ୍ଷେ ଶ୍ରଦ୍ଧାଞ୍ଜଳି ଜଣାଉଛନ୍ତି ପତ୍ନୀ, ପୁଅ, ଝିଅ, ବୋହୂ, ଜ୍ୱାଇଁ ଓ ସମସ୍ତ ପରିବାର।	[760, 2003, 935, 2044]
fourth-birthday-place: କୁଲେଇପାଲ, ଆଠଗଡ଼	[623, 809, 702, 819]
zodiac-sign-icon: ♊	[1149, 326, 1183, 360]
astrology-column	[374, 544, 556, 964]
remembrance-1-code: D-31357	[526, 2079, 565, 2089]
classified-ad	[4, 1376, 182, 1438]
janmadina-title: ଜନ୍ମଦିନ ଶୁଭେଚ୍ଛା	[760, 312, 950, 342]
remembrance-title: ମନେ ପଡୁଛନ୍ତି	[380, 1760, 940, 1810]
classified-ad-code: D-30272	[147, 1910, 182, 1920]
rashi-entry	[1149, 382, 1494, 452]
classified-ad-code: D-30765	[333, 1071, 368, 1078]
classified-ad	[193, 1591, 368, 1653]
achievement-title: କୃତିତ୍ୱ	[760, 552, 950, 580]
odisha-divas-headline: ଝଲସିବ କୋଠା: ପରିବେଷିତ ହେବ ନୃତ୍ୟ, ସଙ୍ଗୀତ	[602, 962, 1108, 1058]
rashi-entry	[1149, 626, 1494, 662]
rashiphala-title: ଆଜିର ରାଶିଫଳ	[1147, 66, 1496, 110]
rashi-name: କର୍କଟ:	[1188, 382, 1224, 398]
congress-story	[944, 1768, 1500, 2298]
classified-ad-text: Architectural vaastu planning, 3D elevations, BDA/ CDA approvals, bank estimates, home renovation, construction.	[4, 1929, 182, 1991]
congress-subhead: ଛାତ୍ର କଂଗ୍ରେସ ନିର୍ବାଚନକୁ ନେଇ ଗଣ୍ଡଗୋଳ, ବାଲଟ୍ ପେପର ପୋଡ଼ାଜଳା	[958, 1839, 1486, 1896]
rashi-text: କୌଣସି ଗୁରୁତ୍ୱପୂର୍ଣ୍ଣ କାମ ସମ୍ପୂର୍ଣ୍ଣ ହେବ। ମାନସିକ ଶାନ୍ତି ମିଳିବ। ଆଇନଗତ ମାମଲାରେ ବିଜୟ ହେବ। ଛାତ୍ରଛାତ୍ରୀଙ୍କ ପାଇଁ ଦିନଟି ଭଲ। ପ୍ରେମ ସମ୍ପର୍କ ମଧୁର ହେବ।	[1188, 326, 1494, 376]
rashi-name: ବୃଷ:	[1188, 251, 1214, 268]
classified-ad-code: D-29760	[333, 2192, 368, 2203]
zodiac-wheel-icon	[402, 378, 530, 506]
rashi-text: ନୂଆ କାର୍ଯ୍ୟ ଆରମ୍ଭ କରିବାର ସମୟ। ଭାଗ୍ୟ ସାଥ୍ ଦେବ। ବିଦେଶ ଯାତ୍ରାର ଯୋଗ ଅଛି। ବନ୍ଧୁବର୍ଗଙ୍କ ସହ ସମୟ କଟାଇବେ।	[1188, 666, 1494, 698]
classified-ad	[193, 1659, 368, 1721]
classified-ad	[379, 547, 552, 640]
classified-ad	[4, 1163, 182, 1287]
balloons-icon-2: 🎈	[882, 354, 940, 408]
first-birthday-place: ପି.ଡି.ଏ ରେଜୁଲା, ଭୁବନେଶ୍ୱର	[610, 566, 715, 576]
classified-ad-code: D-30269	[147, 1591, 182, 1602]
health-care-image	[190, 1078, 370, 1246]
remembrance-1-photo	[403, 1836, 543, 1986]
classified-ad-text: Ready to move 3BHK flat at Satyanagar. Contact: 9438425411, 06743011627.	[4, 1611, 182, 1657]
classified-ad-text: Newly open full body massage educated smart lady therapist. 7064674220.	[193, 1591, 368, 1637]
classified-ad	[379, 813, 552, 875]
classified-ad-text: ଭୁବନେଶ୍ୱରରେ full body massage by expert lady therapist. 9658465571.	[193, 1727, 368, 1773]
classified-ad-code: D-31358	[517, 626, 552, 637]
notice-signature: Laxmipriya Upadhaya	[428, 1476, 550, 1488]
classified-ad-code: D-31363	[147, 1143, 182, 1153]
missing-person-box	[570, 70, 755, 410]
classified-ad	[4, 897, 182, 975]
missing-person-title: ନିରୁଦ୍ଦିଷ୍ଟ	[570, 70, 755, 102]
classified-ad	[193, 2113, 368, 2206]
classified-ad	[4, 547, 182, 563]
sixth-birthday-code: D-30837	[911, 298, 950, 309]
notice-box	[376, 1150, 554, 1570]
congress-col1: ଭୁବନେଶ୍ୱର,୨୭/୩(ବ୍ୟୁରୋ)- ଛାତ୍ର କଂଗ୍ରେସ ନିର୍ବାଚନକୁ ନେଇ ବୁଧବାର କଂଗ୍ରେସ ଭବନରେ ଉତ୍ତେଜନା ଦେଖାଦେଇଥିଲା। ଦୁଇ ଗୋଷ୍ଠୀ ମଧ୍ୟରେ ହୋଇଥିବା ଗଣ୍ଡଗୋଳ ସମୟରେ ବୋମା ଫିଙ୍ଗାଯାଇଥିଲା। ଏଥିରେ କେହି ଆହତ ହୋଇନଥିଲେ ହେଁ ବ୍ୟାପକ ଆତଙ୍କ ଖେଳିଯାଇଥିଲା। ଛାତ୍ରନେତାମାନେ ବାଲଟ ପେପରକୁ ପୋଡ଼ି ଦେଇଥିଲେ। ରାଜ୍ୟ ଛାତ୍ର କଂଗ୍ରେସର ସଭାପତି ନିର୍ବାଚନ ପାଇଁ ଭୋଟଗ୍ରହଣ ଚାଲିଥିବାବେଳେ ଏହି ଘଟଣା ଘଟିଥିଲା। ଜଣେ ପ୍ରାର୍ଥୀଙ୍କ ସମର୍ଥକମାନେ ଭୋଟ କାରଚୁପି ଅଭିଯୋଗ ଆଣି ହଙ୍ଗାମା କରିଥିଲେ।	[944, 1900, 1223, 2118]
fourth-birthday-code: D-31356	[716, 856, 755, 866]
reader-notice-box	[376, 1586, 554, 1754]
rashi-text: ନୂଆ ବନ୍ଧୁ ସମ୍ପର୍କ ସ୍ଥାପନ ହେବ। ଧନ ଲାଭର ଯୋଗ ଅଛି। ସମ୍ପତ୍ତି କ୍ରୟ ବିକ୍ରୟ ପାଇଁ ଉପଯୁକ୍ତ ସମୟ। ଅପରିଚିତଙ୍କ ଉପରେ ବିଶ୍ୱାସ କରନ୍ତୁ ନାହିଁ। ଯାନବାହନ ଚଳାଇଲାବେଳେ ସାବଧାନ ରୁହନ୍ତୁ।	[1149, 383, 1494, 450]
odisha-divas-body	[570, 1066, 1140, 1368]
classified-ad-text: Composite loan approved simplex infront of CIFA Kausalyaganga, Uttara Chhak. 9437404347.	[4, 1292, 182, 1354]
packers-movers-label: PACKERS & MOVERS	[191, 977, 369, 1001]
remembrance-3-photo	[784, 1822, 914, 1982]
classified-ad	[4, 813, 182, 891]
first-birthday-text: ତୁମ ପ୍ରଥମ ଜନ୍ମଦିନରେ ଭଗବାନଙ୍କ ନିକଟରେ ତୁମର ଉଜ୍ଜ୍ୱଳ ଭବିଷ୍ୟତ କାମନା କରୁଛନ୍ତି ବାପା, ମାଆ, ଜେଜେ, ଜେଜେମାଆ, ଅଜା, ଆଈ ଓ ସମସ୍ତ ପରିବାର।	[574, 578, 736, 621]
affidavit-box	[376, 944, 554, 1154]
classified-ad-code: D-30048	[333, 611, 368, 621]
classified-ad-text: ନବଗ୍ରହ ପୂଜା, ପଞ୍ଚାଙ୍ଗ, ଜନ୍ମ କୁଣ୍ଡଳୀ, କୋଷ୍ଠୀ ମେଳକ, ଗ୍ରହ ଶାନ୍ତି, ଯନ୍ତ୍ର ଓ ରତ୍ନ ପରାମର୍ଶ। 9238865837.	[379, 729, 552, 791]
classified-ad-code: D-30909	[147, 960, 182, 971]
business-column	[188, 1980, 372, 2320]
zodiac-sign-icon: ♐	[1149, 666, 1183, 700]
kid-photo-2	[341, 79, 433, 199]
kid-photo-1	[233, 79, 325, 199]
classified-ad-code: D-30051	[517, 793, 552, 804]
rashi-name: ମିଥୁନ:	[1188, 325, 1225, 342]
classified-ad-code: D-30270	[147, 1659, 182, 1670]
classified-ad	[193, 547, 368, 625]
classified-ad-code: D-30268	[147, 1424, 182, 1435]
classified-ad-text: Nationalised Bank approval Project going at Mancheswar Chakeisiani, near to handover 2BHK, 3BHK flat. 7873275687.	[4, 1679, 182, 1756]
reader-notice-text: ପାଠକଙ୍କ ପ୍ରତି ସୂଚନା: ବିଜ୍ଞାପନଦାତାଙ୍କ ସହ କାରବାର କରିବା ପୂର୍ବରୁ ପାଠକମାନେ ନିଜେ ଯାଞ୍ଚ କରିନିଅନ୍ତୁ। ଏହି ବିଜ୍ଞାପନ ପାଇଁ ଧରିତ୍ରୀ ଦାୟୀ ରହିବ ନାହିଁ।	[383, 1596, 547, 1699]
notice-title: NOTICE	[380, 1154, 550, 1182]
classified-ad-text: A-Class Packers & Movers, home relocation, Countrywide. 9338820222, 9938534188.	[193, 1007, 368, 1069]
classified-ad-code: D-29291	[147, 1273, 182, 1283]
rashi-entry	[1149, 160, 1494, 248]
